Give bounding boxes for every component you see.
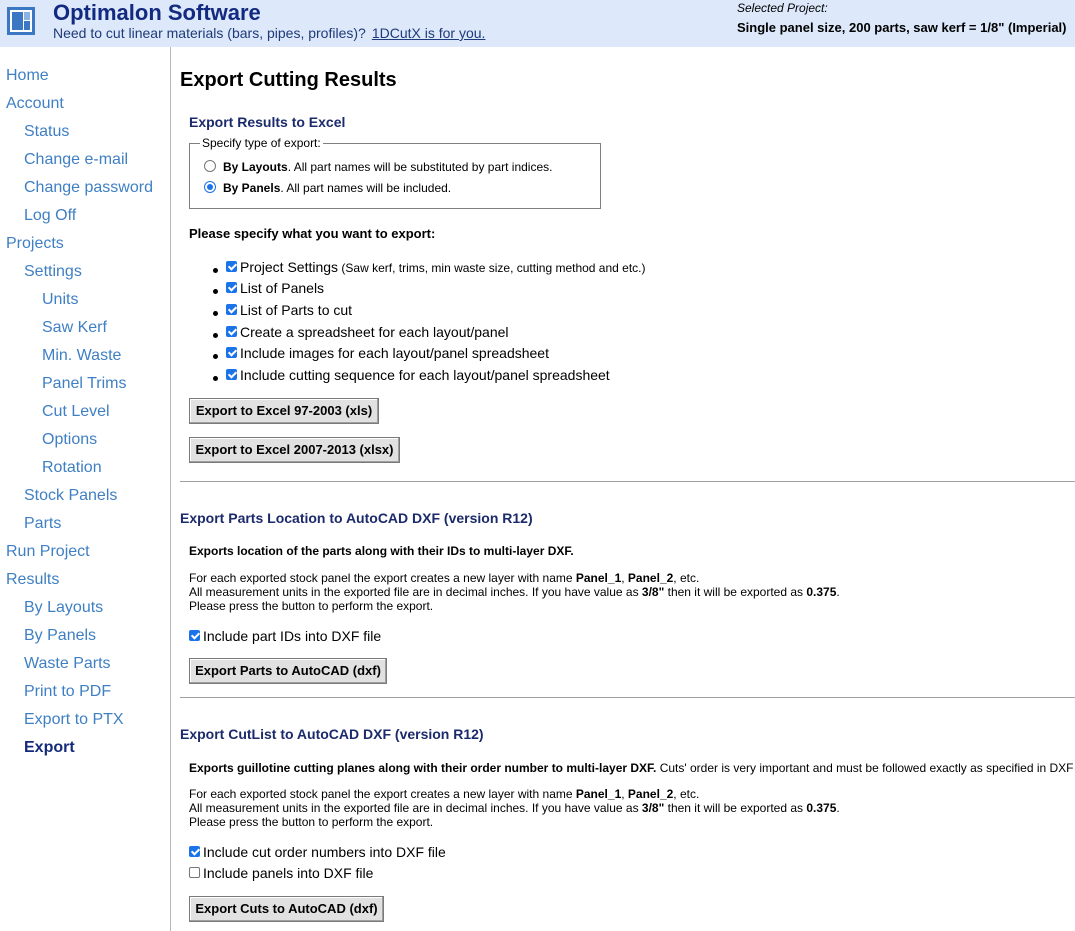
dxf-cuts-lead xyxy=(189,761,1074,775)
item-spreadsheet-each-layout: Create a spreadsheet for each layout/panel xyxy=(240,324,509,340)
include-panels-label: Include panels into DXF file xyxy=(203,865,374,881)
dxf-parts-line-1 xyxy=(189,571,840,585)
list-bullet xyxy=(213,289,218,294)
dxf-parts-lead: Exports location of the parts along with their IDs to multi-layer DXF. xyxy=(189,544,574,558)
sidebar-item-run-project[interactable]: Run Project xyxy=(6,543,90,560)
export-parts-dxf-button[interactable]: Export Parts to AutoCAD (dxf) xyxy=(189,658,387,684)
option-by-layouts-desc: . All part names will be substituted by part indices. xyxy=(287,160,553,174)
radio-by-panels[interactable] xyxy=(204,181,216,193)
sidebar-item-panel-trims[interactable]: Panel Trims xyxy=(42,375,127,392)
specify-export-label: Please specify what you want to export: xyxy=(189,226,436,241)
item-project-settings xyxy=(240,259,646,275)
checkbox-list-of-panels[interactable] xyxy=(226,282,237,293)
dxf-parts-description xyxy=(189,571,840,613)
sidebar-item-change-email[interactable]: Change e-mail xyxy=(24,151,129,168)
sidebar-item-change-password[interactable]: Change password xyxy=(24,179,153,196)
tagline-link-1dcutx[interactable]: 1DCutX is for you. xyxy=(371,25,486,41)
layer-name-panel-1: Panel_1 xyxy=(575,787,622,801)
text-segment: , xyxy=(621,571,628,585)
example-fraction: 3/8" xyxy=(641,801,665,815)
item-project-settings-sub: (Saw kerf, trims, min waste size, cutting method and etc.) xyxy=(338,261,646,275)
checkbox-include-cutting-sequence[interactable] xyxy=(226,369,237,380)
list-bullet xyxy=(213,354,218,359)
layer-name-panel-2: Panel_2 xyxy=(627,571,674,585)
list-bullet xyxy=(213,333,218,338)
text-segment: For each exported stock panel the export creates a new layer with name xyxy=(189,571,576,585)
option-by-panels-label: By Panels xyxy=(223,181,281,195)
sidebar-item-parts[interactable]: Parts xyxy=(24,515,62,532)
text-segment: All measurement units in the exported file are in decimal inches. If you have value as xyxy=(189,585,642,599)
sidebar-item-projects[interactable]: Projects xyxy=(6,235,64,252)
sidebar-item-by-panels[interactable]: By Panels xyxy=(24,627,97,644)
layer-name-panel-2: Panel_2 xyxy=(627,787,674,801)
option-by-panels-desc: . All part names will be included. xyxy=(280,181,452,195)
item-list-of-panels: List of Panels xyxy=(240,280,325,296)
export-xlsx-button[interactable]: Export to Excel 2007-2013 (xlsx) xyxy=(189,437,400,463)
sidebar-item-saw-kerf[interactable]: Saw Kerf xyxy=(42,319,107,336)
dxf-parts-line-3: Please press the button to perform the export. xyxy=(189,599,434,613)
example-decimal: 0.375 xyxy=(806,585,837,599)
include-cut-order-label: Include cut order numbers into DXF file xyxy=(203,844,446,860)
option-by-layouts xyxy=(223,160,552,174)
main-content xyxy=(180,47,1075,931)
text-segment: . xyxy=(836,585,840,599)
sidebar-item-status[interactable]: Status xyxy=(24,123,70,140)
dxf-parts-line-2 xyxy=(189,585,840,599)
text-segment: then it will be exported as xyxy=(664,801,807,815)
example-fraction: 3/8" xyxy=(641,585,665,599)
brand-title[interactable]: Optimalon Software xyxy=(53,0,261,25)
sidebar-nav xyxy=(0,47,171,931)
checkbox-include-cut-order[interactable] xyxy=(189,846,200,857)
checkbox-list-of-parts[interactable] xyxy=(226,304,237,315)
export-type-legend: Specify type of export: xyxy=(202,136,321,150)
item-include-images: Include images for each layout/panel spreadsheet xyxy=(240,345,549,361)
sidebar-item-export[interactable]: Export xyxy=(24,739,75,756)
dxf-cuts-description xyxy=(189,787,840,829)
option-by-layouts-label: By Layouts xyxy=(223,160,288,174)
sidebar-item-home[interactable]: Home xyxy=(6,67,49,84)
excel-section-title: Export Results to Excel xyxy=(189,114,346,130)
header-bar xyxy=(0,0,1075,47)
example-decimal: 0.375 xyxy=(806,801,837,815)
sidebar-item-stock-panels[interactable]: Stock Panels xyxy=(24,487,118,504)
dxf-cuts-line-2 xyxy=(189,801,840,815)
text-segment: . xyxy=(836,801,840,815)
export-xls-button[interactable]: Export to Excel 97-2003 (xls) xyxy=(189,398,379,424)
item-include-cutting-sequence: Include cutting sequence for each layout/panel spreadsheet xyxy=(240,367,610,383)
export-cuts-dxf-button[interactable]: Export Cuts to AutoCAD (dxf) xyxy=(189,896,384,922)
sidebar-item-min-waste[interactable]: Min. Waste xyxy=(42,347,122,364)
panel-layout-logo-icon[interactable] xyxy=(7,7,35,35)
sidebar-item-units[interactable]: Units xyxy=(42,291,79,308)
export-type-fieldset xyxy=(189,136,601,209)
text-segment: , xyxy=(621,787,628,801)
layer-name-panel-1: Panel_1 xyxy=(575,571,622,585)
selected-project-label: Selected Project: xyxy=(737,1,828,15)
item-list-of-parts: List of Parts to cut xyxy=(240,302,353,318)
sidebar-item-by-layouts[interactable]: By Layouts xyxy=(24,599,104,616)
page-title: Export Cutting Results xyxy=(180,69,397,91)
text-segment: , etc. xyxy=(673,571,700,585)
checkbox-include-part-ids[interactable] xyxy=(189,630,200,641)
sidebar-item-settings[interactable]: Settings xyxy=(24,263,82,280)
list-bullet xyxy=(213,268,218,273)
dxf-cuts-lead-rest: Cuts' order is very important and must be followed exactly as specified in DXF xyxy=(656,761,1074,775)
item-project-settings-label: Project Settings xyxy=(240,259,339,275)
checkbox-spreadsheet-each-layout[interactable] xyxy=(226,326,237,337)
list-bullet xyxy=(213,376,218,381)
list-bullet xyxy=(213,311,218,316)
sidebar-item-cut-level[interactable]: Cut Level xyxy=(42,403,110,420)
sidebar-item-account[interactable]: Account xyxy=(6,95,64,112)
sidebar-item-print-to-pdf[interactable]: Print to PDF xyxy=(24,683,112,700)
text-segment: , etc. xyxy=(673,787,700,801)
dxf-cuts-line-1 xyxy=(189,787,840,801)
section-divider xyxy=(180,697,1075,698)
tagline xyxy=(53,25,485,41)
dxf-cuts-lead-bold: Exports guillotine cutting planes along with their order number to multi-layer DXF. xyxy=(189,761,657,775)
dxf-cuts-section-title: Export CutList to AutoCAD DXF (version R12) xyxy=(180,726,484,742)
include-part-ids-label: Include part IDs into DXF file xyxy=(203,628,382,644)
sidebar-item-results[interactable]: Results xyxy=(6,571,60,588)
sidebar-item-options[interactable]: Options xyxy=(42,431,98,448)
sidebar-item-rotation[interactable]: Rotation xyxy=(42,459,102,476)
selected-project-name: Single panel size, 200 parts, saw kerf = 1/8" (Imperial) xyxy=(737,20,1067,35)
checkbox-project-settings[interactable] xyxy=(226,261,237,272)
text-segment: For each exported stock panel the export creates a new layer with name xyxy=(189,787,576,801)
sidebar-item-log-off[interactable]: Log Off xyxy=(24,207,77,224)
text-segment: All measurement units in the exported file are in decimal inches. If you have value as xyxy=(189,801,642,815)
dxf-parts-section-title: Export Parts Location to AutoCAD DXF (version R12) xyxy=(180,510,533,526)
text-segment: then it will be exported as xyxy=(664,585,807,599)
checkbox-include-panels[interactable] xyxy=(189,867,200,878)
option-by-panels xyxy=(223,181,451,195)
checkbox-include-images[interactable] xyxy=(226,347,237,358)
dxf-cuts-line-3: Please press the button to perform the export. xyxy=(189,815,434,829)
section-divider xyxy=(180,481,1075,482)
radio-by-layouts[interactable] xyxy=(204,160,216,172)
sidebar-item-waste-parts[interactable]: Waste Parts xyxy=(24,655,111,672)
sidebar-item-export-to-ptx[interactable]: Export to PTX xyxy=(24,711,124,728)
tagline-text: Need to cut linear materials (bars, pipes, profiles)? xyxy=(53,25,366,41)
